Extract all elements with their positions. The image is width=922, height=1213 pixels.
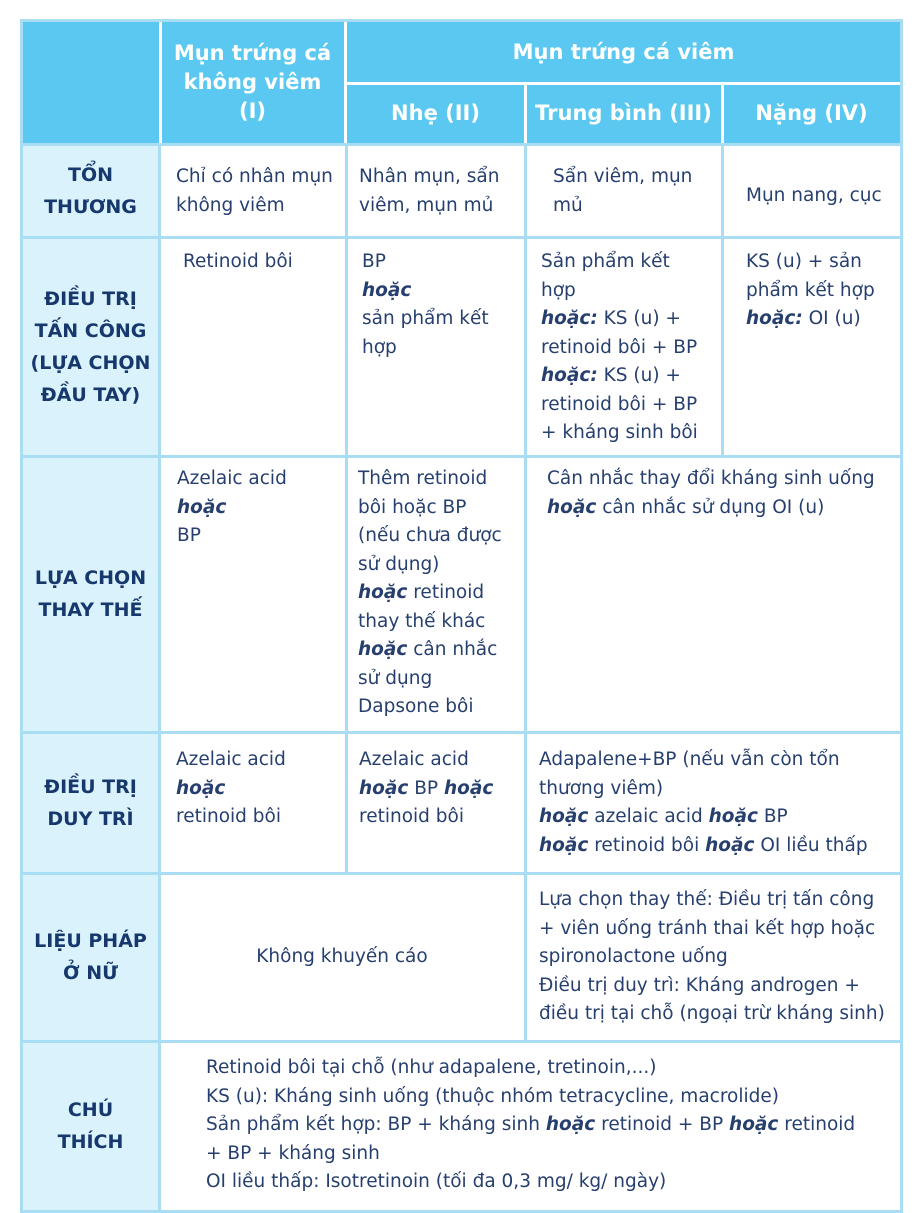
header-severe-label: Nặng (IV) [755, 101, 868, 125]
cell-women-inflammatory: Lựa chọn thay thế: Điều trị tấn công + viên uống tránh thai kết hợp hoặc spironolactone uống Điều trị duy trì: Kháng androgen + điều trị tại chỗ (ngoại trừ kháng sinh) [525, 873, 901, 1041]
cell-lesion-mild: Nhân mụn, sẩn viêm, mụn mủ [346, 144, 525, 237]
row-label-lesion: TỔN THƯƠNG [22, 144, 159, 237]
grid-line [345, 143, 348, 873]
header-divider [346, 82, 901, 85]
row-label-maintenance: ĐIỀU TRỊ DUY TRÌ [22, 732, 159, 873]
cell-attack-mild: BP hoặc sản phẩm kết hợp [346, 237, 525, 456]
header-moderate [525, 83, 722, 144]
cell-alternative-mild: Thêm retinoid bôi hoặc BP (nếu chưa được sử dụng) hoặc retinoid thay thế khác hoặc cân nhắc sử dụng Dapsone bôi [346, 456, 525, 732]
row-label-women-therapy: LIỆU PHÁP Ở NỮ [22, 873, 159, 1041]
grid-line [20, 19, 23, 1213]
grid-line [20, 1040, 903, 1043]
cell-alternative-inflammatory: Cân nhắc thay đổi kháng sinh uống hoặc cân nhắc sử dụng OI (u) [525, 456, 901, 732]
grid-line [20, 19, 903, 22]
header-divider [524, 83, 527, 144]
cell-lesion-noninflammatory: Chỉ có nhân mụn không viêm [159, 144, 346, 237]
row-label-notes: CHÚ THÍCH [22, 1041, 159, 1211]
header-noninflammatory-label: Mụn trứng cá không viêm (I) [173, 41, 332, 123]
header-inflammatory-group [346, 21, 901, 83]
grid-line [721, 143, 724, 456]
header-inflammatory-label: Mụn trứng cá viêm [512, 39, 735, 64]
grid-line [524, 143, 527, 1041]
cell-attack-moderate: Sản phẩm kết hợp hoặc: KS (u) + retinoid bôi + BP hoặc: KS (u) + retinoid bôi + BP + kháng sinh bôi [525, 237, 722, 456]
grid-line [20, 872, 903, 875]
grid-line [20, 236, 903, 239]
grid-line [158, 143, 161, 1213]
cell-attack-severe: KS (u) + sản phẩm kết hợp hoặc: OI (u) [722, 237, 901, 456]
header-mild [346, 83, 525, 144]
cell-maintenance-inflammatory: Adapalene+BP (nếu vẫn còn tổn thương viêm) hoặc azelaic acid hoặc BP hoặc retinoid bôi hoặc OI liều thấp [525, 732, 901, 873]
header-divider [159, 21, 162, 144]
header-moderate-label: Trung bình (III) [535, 101, 712, 125]
header-divider [721, 83, 724, 144]
cell-women-not-recommended: Không khuyến cáo [159, 873, 525, 1041]
grid-line [20, 455, 903, 458]
header-mild-label: Nhẹ (II) [391, 101, 480, 125]
cell-maintenance-noninflammatory: Azelaic acid hoặc retinoid bôi [159, 732, 346, 873]
cell-attack-noninflammatory: Retinoid bôi [159, 237, 346, 456]
cell-alternative-noninflammatory: Azelaic acid hoặc BP [159, 456, 346, 732]
cell-maintenance-mild: Azelaic acid hoặc BP hoặc retinoid bôi [346, 732, 525, 873]
cell-lesion-moderate: Sẩn viêm, mụn mủ [525, 144, 722, 237]
header-corner-cell [22, 21, 159, 144]
header-noninflammatory [159, 21, 346, 144]
row-label-alternative: LỰA CHỌN THAY THẾ [22, 456, 159, 732]
header-severe [722, 83, 901, 144]
grid-line [900, 19, 903, 1213]
cell-notes: Retinoid bôi tại chỗ (như adapalene, tretinoin,...) KS (u): Kháng sinh uống (thuộc nhóm tetracycline, macrolide) Sản phẩm kết hợp: BP + kháng sinh hoặc retinoid + BP hoặc retinoid + BP + kháng sinh OI liều thấp: Isotretinoin (tối đa 0,3 mg/ kg/ ngày) [159, 1041, 901, 1211]
grid-line [20, 143, 903, 146]
cell-lesion-severe: Mụn nang, cục [722, 144, 901, 237]
grid-line [20, 731, 903, 734]
row-label-attack-treatment: ĐIỀU TRỊ TẤN CÔNG (LỰA CHỌN ĐẦU TAY) [22, 237, 159, 456]
